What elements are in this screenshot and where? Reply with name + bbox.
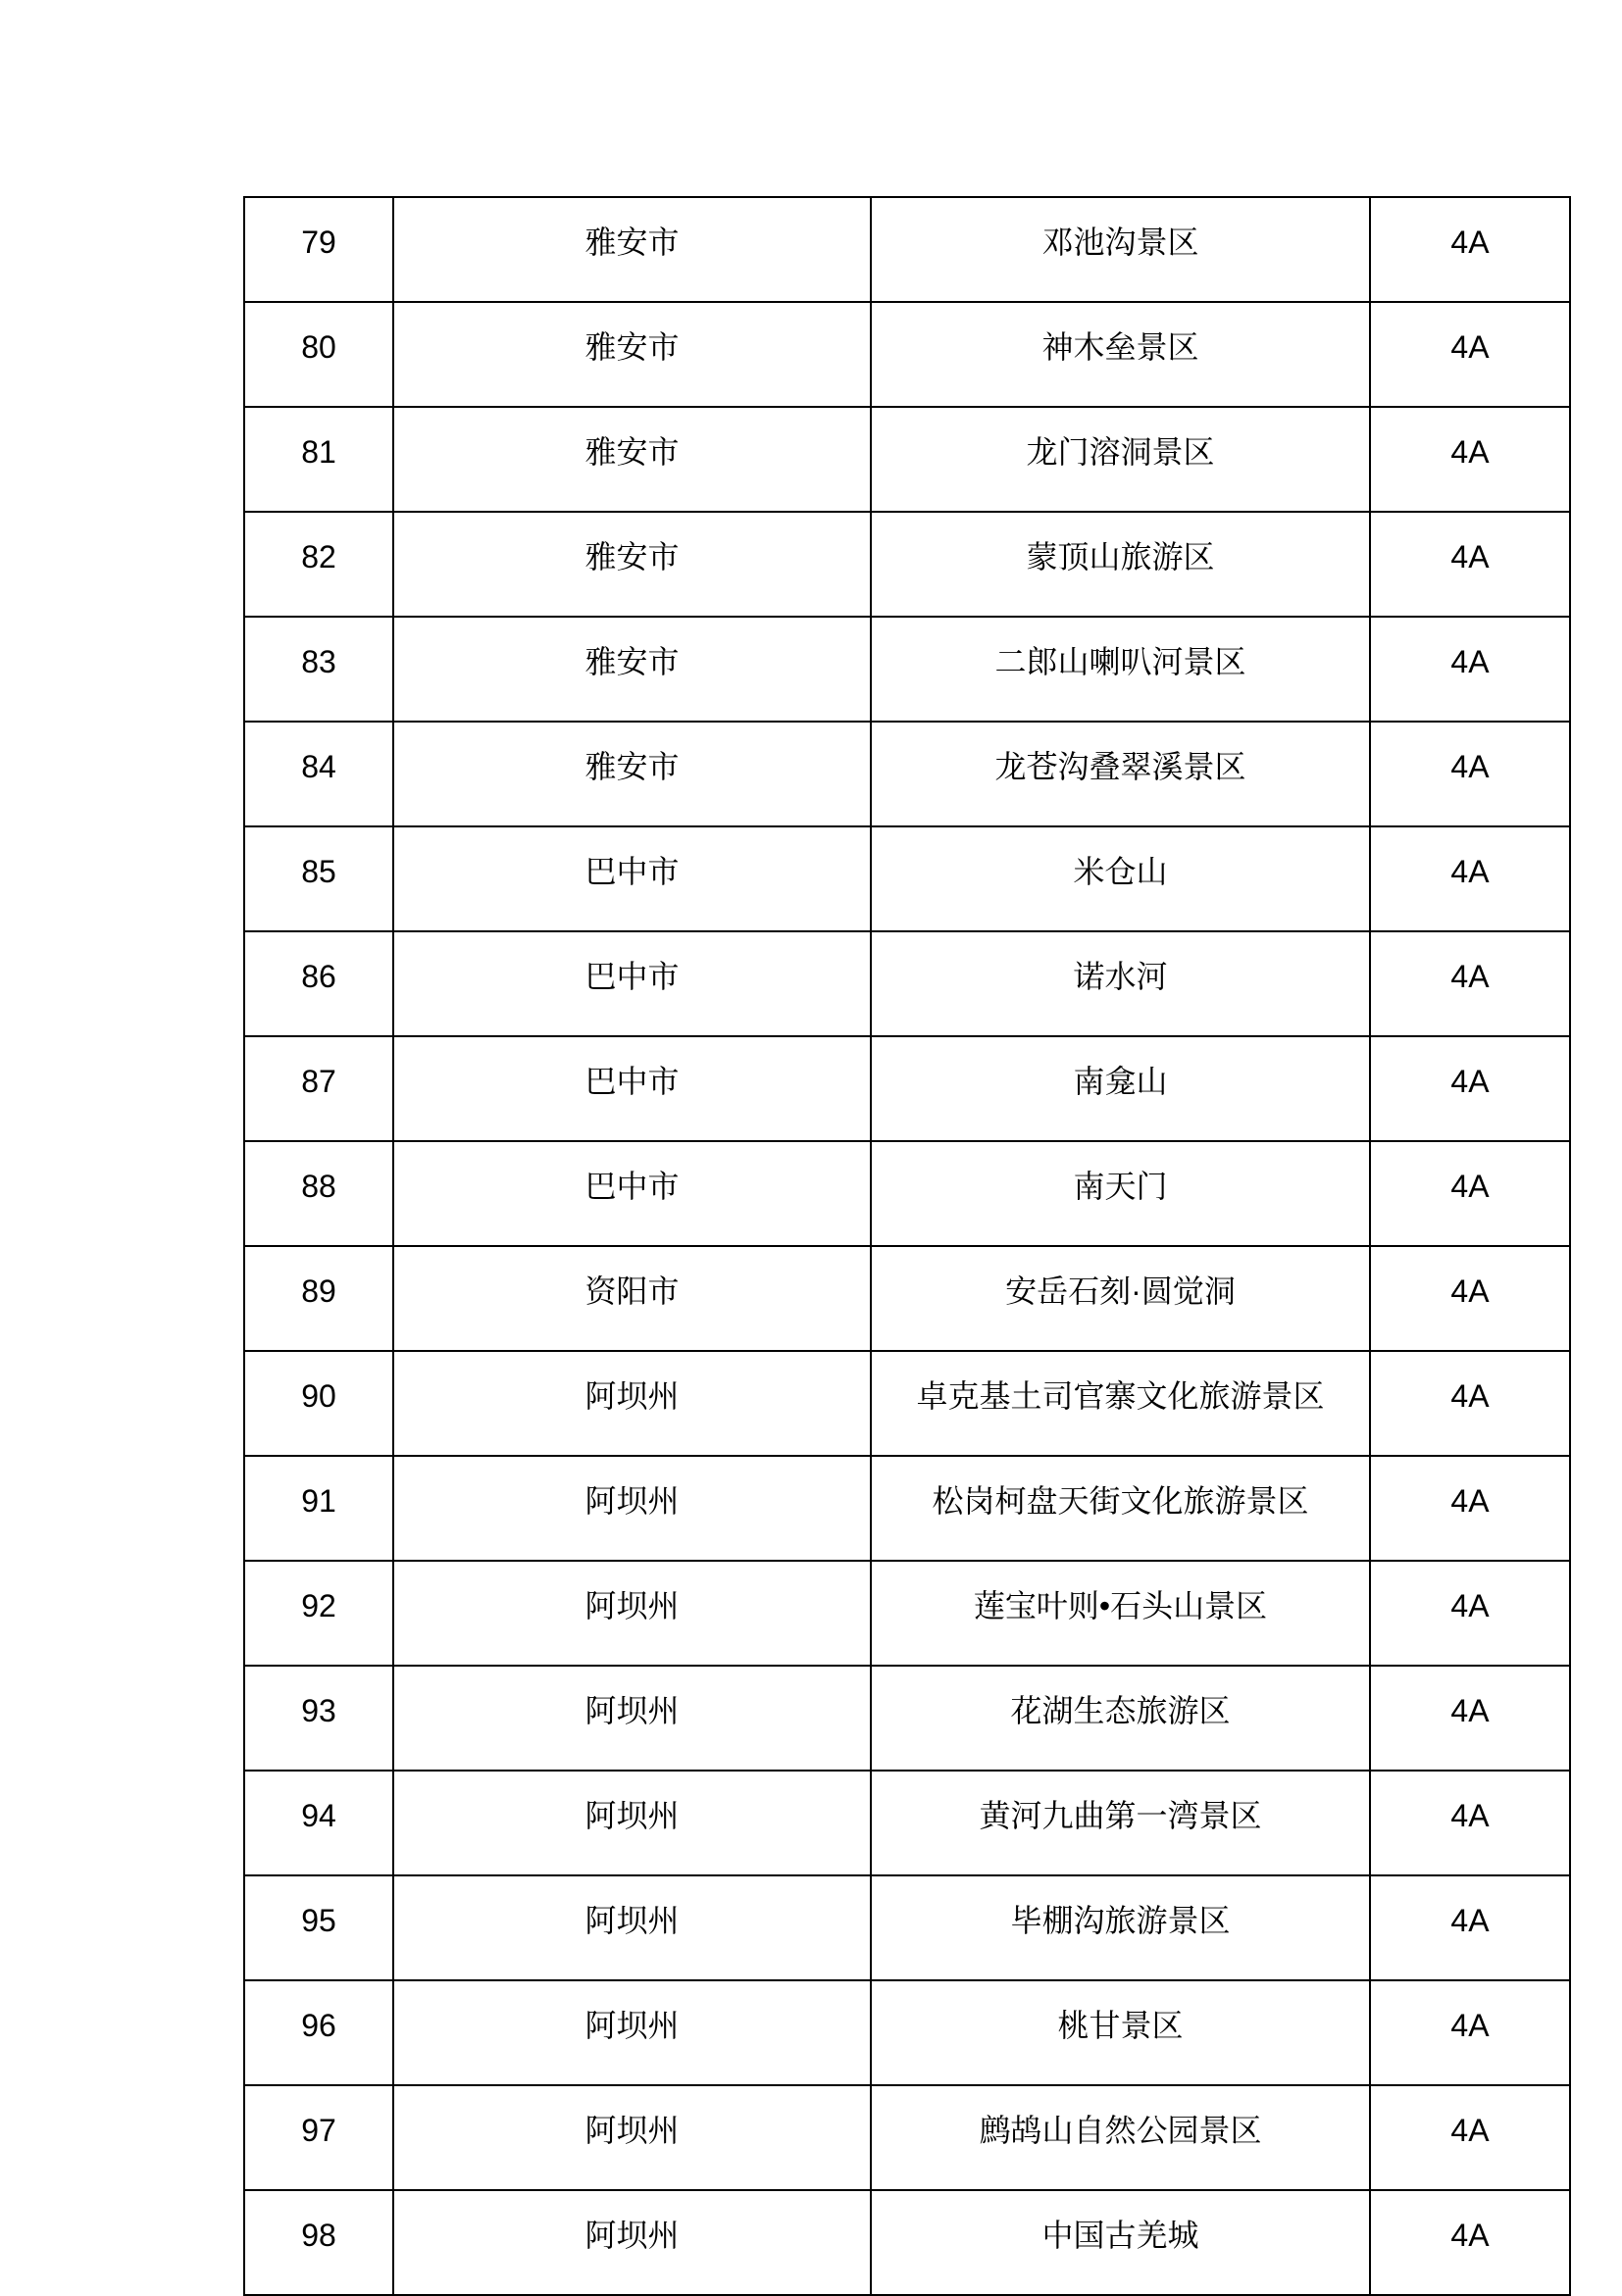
scenic-area-table-body bbox=[244, 197, 1570, 2295]
table-row bbox=[244, 1036, 1570, 1141]
rating-cell: 4A bbox=[1370, 1456, 1570, 1561]
row-number-cell: 86 bbox=[244, 931, 393, 1036]
scenic-area-name-cell: 米仓山 bbox=[871, 826, 1370, 931]
city-cell: 巴中市 bbox=[393, 826, 871, 931]
scenic-area-name-cell: 龙苍沟叠翠溪景区 bbox=[871, 722, 1370, 826]
table-row bbox=[244, 1561, 1570, 1666]
row-number-cell: 81 bbox=[244, 407, 393, 512]
city-cell: 阿坝州 bbox=[393, 1666, 871, 1771]
table-row bbox=[244, 1666, 1570, 1771]
row-number-cell: 85 bbox=[244, 826, 393, 931]
table-row bbox=[244, 1980, 1570, 2085]
city-cell: 阿坝州 bbox=[393, 1771, 871, 1875]
city-cell: 阿坝州 bbox=[393, 1980, 871, 2085]
table-row bbox=[244, 2085, 1570, 2190]
rating-cell: 4A bbox=[1370, 1246, 1570, 1351]
table-row bbox=[244, 617, 1570, 722]
rating-cell: 4A bbox=[1370, 722, 1570, 826]
scenic-area-name-cell: 南天门 bbox=[871, 1141, 1370, 1246]
row-number-cell: 94 bbox=[244, 1771, 393, 1875]
table-row bbox=[244, 197, 1570, 302]
row-number-cell: 84 bbox=[244, 722, 393, 826]
row-number-cell: 82 bbox=[244, 512, 393, 617]
city-cell: 雅安市 bbox=[393, 722, 871, 826]
rating-cell: 4A bbox=[1370, 2190, 1570, 2295]
rating-cell: 4A bbox=[1370, 1875, 1570, 1980]
scenic-area-name-cell: 鹧鸪山自然公园景区 bbox=[871, 2085, 1370, 2190]
city-cell: 阿坝州 bbox=[393, 1875, 871, 1980]
rating-cell: 4A bbox=[1370, 407, 1570, 512]
rating-cell: 4A bbox=[1370, 617, 1570, 722]
city-cell: 雅安市 bbox=[393, 407, 871, 512]
table-row bbox=[244, 1875, 1570, 1980]
rating-cell: 4A bbox=[1370, 1666, 1570, 1771]
scenic-area-name-cell: 蒙顶山旅游区 bbox=[871, 512, 1370, 617]
city-cell: 雅安市 bbox=[393, 302, 871, 407]
row-number-cell: 87 bbox=[244, 1036, 393, 1141]
city-cell: 阿坝州 bbox=[393, 2085, 871, 2190]
row-number-cell: 80 bbox=[244, 302, 393, 407]
table-row bbox=[244, 1351, 1570, 1456]
table-row bbox=[244, 1771, 1570, 1875]
city-cell: 阿坝州 bbox=[393, 1456, 871, 1561]
city-cell: 资阳市 bbox=[393, 1246, 871, 1351]
rating-cell: 4A bbox=[1370, 1561, 1570, 1666]
table-row bbox=[244, 512, 1570, 617]
rating-cell: 4A bbox=[1370, 302, 1570, 407]
scenic-area-name-cell: 南龛山 bbox=[871, 1036, 1370, 1141]
table-row bbox=[244, 826, 1570, 931]
row-number-cell: 91 bbox=[244, 1456, 393, 1561]
city-cell: 阿坝州 bbox=[393, 1561, 871, 1666]
scenic-area-name-cell: 松岗柯盘天街文化旅游景区 bbox=[871, 1456, 1370, 1561]
table-row bbox=[244, 1141, 1570, 1246]
scenic-area-name-cell: 莲宝叶则•石头山景区 bbox=[871, 1561, 1370, 1666]
rating-cell: 4A bbox=[1370, 1351, 1570, 1456]
row-number-cell: 95 bbox=[244, 1875, 393, 1980]
scenic-area-name-cell: 桃甘景区 bbox=[871, 1980, 1370, 2085]
row-number-cell: 98 bbox=[244, 2190, 393, 2295]
rating-cell: 4A bbox=[1370, 197, 1570, 302]
scenic-area-name-cell: 中国古羌城 bbox=[871, 2190, 1370, 2295]
row-number-cell: 90 bbox=[244, 1351, 393, 1456]
table-row bbox=[244, 931, 1570, 1036]
row-number-cell: 92 bbox=[244, 1561, 393, 1666]
rating-cell: 4A bbox=[1370, 512, 1570, 617]
table-row bbox=[244, 302, 1570, 407]
scenic-area-name-cell: 神木垒景区 bbox=[871, 302, 1370, 407]
row-number-cell: 93 bbox=[244, 1666, 393, 1771]
row-number-cell: 89 bbox=[244, 1246, 393, 1351]
table-row bbox=[244, 1246, 1570, 1351]
table-row bbox=[244, 1456, 1570, 1561]
row-number-cell: 96 bbox=[244, 1980, 393, 2085]
scenic-area-name-cell: 诺水河 bbox=[871, 931, 1370, 1036]
rating-cell: 4A bbox=[1370, 2085, 1570, 2190]
table-row bbox=[244, 2190, 1570, 2295]
rating-cell: 4A bbox=[1370, 931, 1570, 1036]
scenic-area-name-cell: 黄河九曲第一湾景区 bbox=[871, 1771, 1370, 1875]
scenic-area-name-cell: 毕棚沟旅游景区 bbox=[871, 1875, 1370, 1980]
rating-cell: 4A bbox=[1370, 1980, 1570, 2085]
scenic-area-name-cell: 卓克基土司官寨文化旅游景区 bbox=[871, 1351, 1370, 1456]
city-cell: 雅安市 bbox=[393, 512, 871, 617]
scenic-area-name-cell: 龙门溶洞景区 bbox=[871, 407, 1370, 512]
scenic-area-name-cell: 邓池沟景区 bbox=[871, 197, 1370, 302]
scenic-area-name-cell: 花湖生态旅游区 bbox=[871, 1666, 1370, 1771]
scenic-area-name-cell: 二郎山喇叭河景区 bbox=[871, 617, 1370, 722]
rating-cell: 4A bbox=[1370, 1771, 1570, 1875]
city-cell: 雅安市 bbox=[393, 197, 871, 302]
city-cell: 巴中市 bbox=[393, 931, 871, 1036]
city-cell: 阿坝州 bbox=[393, 2190, 871, 2295]
row-number-cell: 83 bbox=[244, 617, 393, 722]
city-cell: 巴中市 bbox=[393, 1036, 871, 1141]
scenic-area-table bbox=[243, 196, 1571, 2296]
scenic-area-name-cell: 安岳石刻·圆觉洞 bbox=[871, 1246, 1370, 1351]
city-cell: 阿坝州 bbox=[393, 1351, 871, 1456]
row-number-cell: 79 bbox=[244, 197, 393, 302]
table-row bbox=[244, 722, 1570, 826]
rating-cell: 4A bbox=[1370, 826, 1570, 931]
rating-cell: 4A bbox=[1370, 1036, 1570, 1141]
city-cell: 雅安市 bbox=[393, 617, 871, 722]
rating-cell: 4A bbox=[1370, 1141, 1570, 1246]
table-row bbox=[244, 407, 1570, 512]
city-cell: 巴中市 bbox=[393, 1141, 871, 1246]
row-number-cell: 97 bbox=[244, 2085, 393, 2190]
row-number-cell: 88 bbox=[244, 1141, 393, 1246]
